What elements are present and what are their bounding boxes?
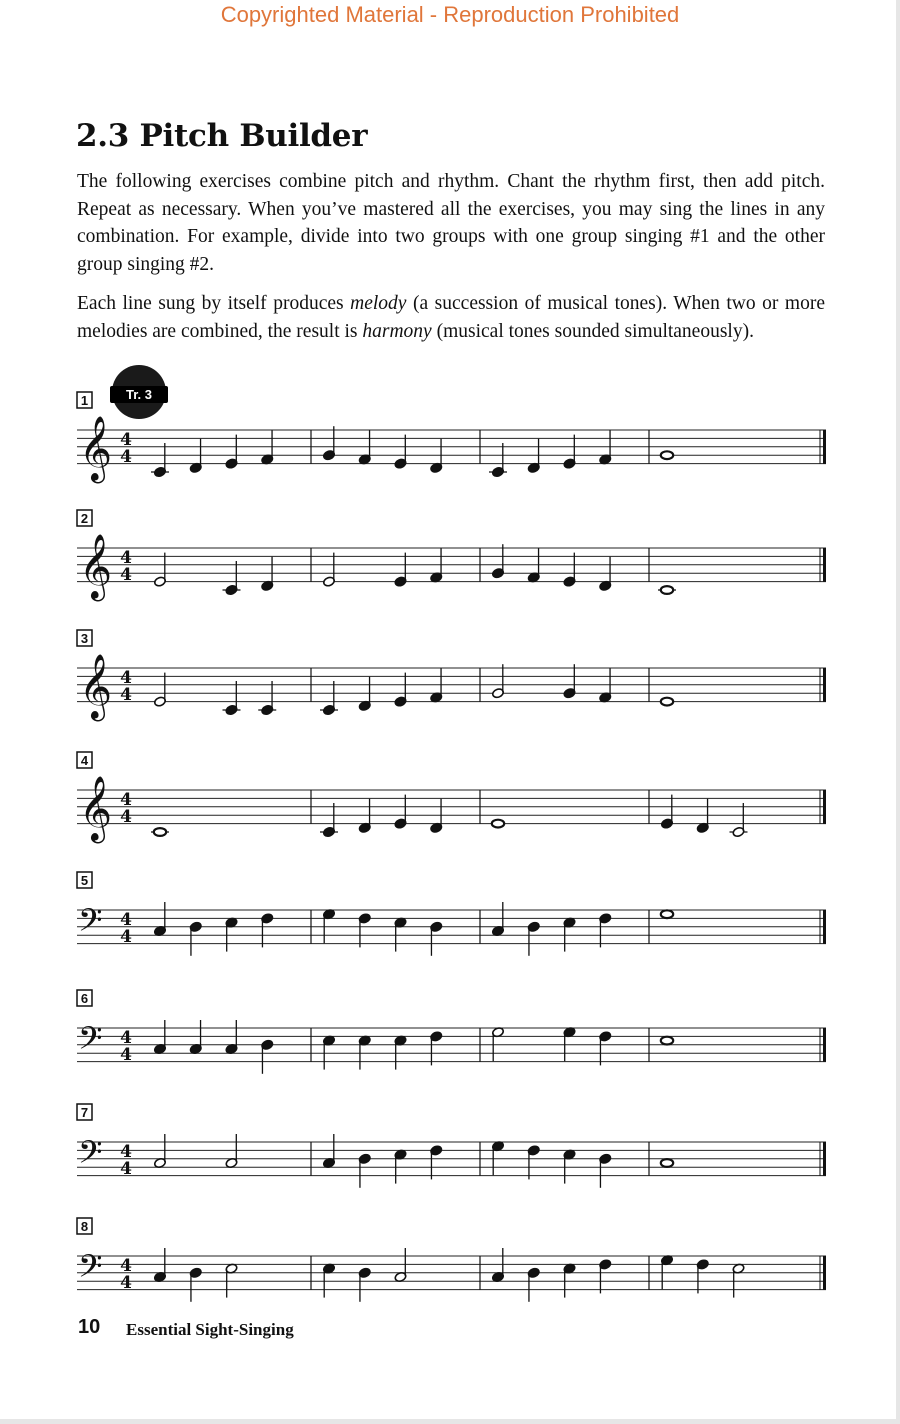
para2-part-a: Each line sung by itself produces xyxy=(77,293,351,314)
treble-clef-icon: 𝄞 xyxy=(79,776,113,841)
exercise-number: 5 xyxy=(80,873,89,888)
section-title: 2.3 Pitch Builder xyxy=(76,118,368,154)
whole-note xyxy=(492,820,504,828)
time-signature-bottom: 4 xyxy=(120,927,132,947)
track-label: Tr. 3 xyxy=(125,387,153,402)
exercise-number: 7 xyxy=(80,1105,89,1120)
copyright-watermark: Copyrighted Material - Reproduction Prohibited xyxy=(220,2,680,27)
whole-note xyxy=(661,910,673,918)
time-signature-top: 4 xyxy=(120,430,132,450)
whole-note xyxy=(661,586,673,594)
exercise-number: 6 xyxy=(80,991,89,1006)
time-signature-bottom: 4 xyxy=(120,685,132,705)
para2-part-b: (a succession of musical tones). When two or more melodies are combined, the result is xyxy=(77,293,825,342)
time-signature-bottom: 4 xyxy=(120,1273,132,1293)
time-signature-bottom: 4 xyxy=(120,447,132,467)
whole-note xyxy=(661,1159,673,1167)
exercise-3 xyxy=(77,630,826,721)
time-signature-bottom: 4 xyxy=(120,1159,132,1179)
term-melody: melody xyxy=(350,293,407,314)
exercise-number: 8 xyxy=(80,1219,89,1234)
exercise-number: 2 xyxy=(80,511,89,526)
time-signature-top: 4 xyxy=(120,1028,132,1048)
intro-paragraph: The following exercises combine pitch and rhythm. Chant the rhythm first, then add pitch. Repeat as necessary. When you’ve mastered all the exercises, you may sing the lines in any combination. For example, divide into two groups with one group singing #1 and the other group singing #2. xyxy=(77,171,825,275)
page-number: 10 xyxy=(78,1316,101,1338)
exercise-7 xyxy=(77,1104,826,1188)
bass-clef-icon: 𝄢 xyxy=(78,1020,103,1064)
time-signature-top: 4 xyxy=(120,1142,132,1162)
time-signature-bottom: 4 xyxy=(120,565,132,585)
whole-note xyxy=(661,698,673,706)
exercise-1 xyxy=(77,392,826,483)
time-signature-top: 4 xyxy=(120,668,132,688)
book-title: Essential Sight-Singing xyxy=(126,1320,294,1339)
exercise-4 xyxy=(77,752,826,843)
page-edge-bottom xyxy=(0,1419,900,1424)
exercise-number: 3 xyxy=(80,631,89,646)
time-signature-bottom: 4 xyxy=(120,1045,132,1065)
bass-clef-icon: 𝄢 xyxy=(78,1248,103,1292)
exercise-8 xyxy=(77,1218,826,1302)
time-signature-top: 4 xyxy=(120,910,132,930)
whole-note xyxy=(661,451,673,459)
exercise-6 xyxy=(77,990,826,1074)
exercise-number: 4 xyxy=(80,753,89,768)
time-signature-bottom: 4 xyxy=(120,807,132,827)
bass-clef-icon: 𝄢 xyxy=(78,1134,103,1178)
whole-note xyxy=(154,828,166,836)
whole-note xyxy=(661,1037,673,1045)
para2-part-c: (musical tones sounded simultaneously). xyxy=(431,320,754,342)
bass-clef-icon: 𝄢 xyxy=(78,902,103,946)
time-signature-top: 4 xyxy=(120,548,132,568)
treble-clef-icon: 𝄞 xyxy=(79,534,113,599)
treble-clef-icon: 𝄞 xyxy=(79,416,113,481)
page-edge-right xyxy=(896,0,900,1424)
term-harmony: harmony xyxy=(362,320,432,342)
track-badge xyxy=(110,365,168,419)
exercise-5 xyxy=(77,872,826,956)
exercise-2 xyxy=(77,510,826,601)
time-signature-top: 4 xyxy=(120,790,132,810)
time-signature-top: 4 xyxy=(120,1256,132,1276)
treble-clef-icon: 𝄞 xyxy=(79,654,113,719)
exercise-number: 1 xyxy=(80,393,89,408)
